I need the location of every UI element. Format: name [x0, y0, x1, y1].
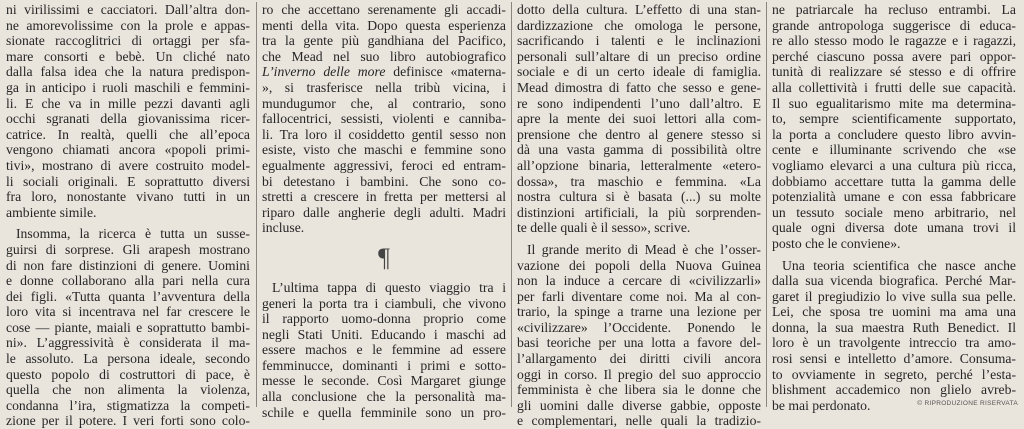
text-line: », si trasferisce nella tribù vicina, i — [262, 79, 506, 95]
text-line: perché ciascuno possa avere pari oppor- — [772, 48, 1016, 64]
text-line: loro vita si incentrava nel far crescere le — [6, 304, 250, 320]
text-line: e complementari, nelle quali la tradizio- — [517, 413, 761, 429]
text-line: basi teoriche per una lotta a favore del- — [517, 335, 761, 351]
article-column-3 — [517, 0, 761, 429]
text-line: cente e illuminante scrivendo che «se — [772, 142, 1016, 158]
text-line: incluse. — [262, 220, 305, 236]
text-line: femminista è che libera sia le donne che — [517, 382, 761, 398]
text-line: mare consorti e bebè. Un cliché nato — [6, 48, 250, 64]
text-line: ni». L’aggressività è considerata il ma- — [6, 335, 250, 351]
column-rule — [766, 2, 767, 407]
text-line: dardizzazione che omologa le persone, — [517, 17, 761, 33]
text-line: femminucce, dominanti i primi e sotto- — [262, 357, 506, 373]
text-line: ni virilissimi e cacciatori. Dall’altra don- — [6, 2, 250, 17]
column-rule — [256, 2, 257, 407]
text-line: l’allargamento dei diritti civili ancora — [517, 351, 761, 367]
article-column-2 — [262, 0, 506, 420]
text-line: grande antropologa suggerisce di educa- — [772, 17, 1016, 33]
text-line: distinzioni artificiali, la più sorprenden- — [517, 204, 761, 220]
text-line: donna, la sua maestra Ruth Benedict. Il — [772, 319, 1016, 335]
text-line: ambiente simile. — [6, 204, 97, 220]
text-line: tivi», mostrano di avere costruito model- — [6, 157, 250, 173]
text-line: re allo stesso modo le ragazze e i ragazzi, — [772, 33, 1016, 49]
text-line: gli uomini dalle diverse gabbie, opposte — [517, 397, 761, 413]
text-line: re sono indipendenti l’uno dall’altro. E — [517, 95, 761, 111]
text-line: sociale e di un certo ideale di famiglia. — [517, 64, 761, 80]
section-ornament: ¶ — [378, 242, 390, 272]
text-line: dalla sua vicenda biografica. Perché Mar- — [772, 273, 1016, 289]
text-line: bi detestano i bambini. Che sono co- — [262, 173, 506, 189]
text-line: quale ogni diversa dote umana trovi il — [772, 220, 1016, 236]
text-line: rosi sensi e intelletto d’amore. Consuma- — [772, 351, 1016, 367]
text-line: il rapporto uomo-donna proprio come — [262, 311, 506, 327]
text-line: sacrificando i talenti e le inclinazioni — [517, 33, 761, 49]
text-line: catrice. In realtà, quelli che all’epoca — [6, 126, 250, 142]
text-line: guirsi di sorprese. Gli arapesh mostrano — [6, 241, 250, 257]
text-line: all’opzione binaria, letteralmente «etero- — [517, 157, 761, 173]
text-line: generi la porta tra i ciambuli, che vivono — [262, 295, 506, 311]
text-line: che Mead nel suo libro autobiografico — [262, 48, 506, 64]
text-line: egualmente aggressivi, feroci ed entram- — [262, 157, 506, 173]
text-line: messe le seconde. Così Margaret giunge — [262, 373, 506, 389]
text-line: mundugumor che, al contrario, sono — [262, 95, 506, 111]
text-line: dossa», tra maschio e femmina. «La — [517, 173, 761, 189]
text-line: questo popolo di costruttori di pace, è — [6, 366, 250, 382]
text-line: to ovviamente in segreto, perché l’esta- — [772, 366, 1016, 382]
text-line: «civilizzare» l’Occidente. Ponendo le — [517, 319, 761, 335]
text-line: non la induce a cercare di «civilizzarli» — [517, 273, 761, 289]
text-line: fallocentrici, sessisti, violenti e canniba- — [262, 111, 506, 127]
text-line: to, sempre scientificamente supportato, — [772, 111, 1016, 127]
text-line: loro è un travolgente intreccio tra amo- — [772, 335, 1016, 351]
text-line: L’inverno delle more definisce «materna- — [262, 64, 506, 80]
text-line: li. E che va in mille pezzi davanti agli — [6, 95, 250, 111]
text-line: quella che non alimenta la violenza, — [6, 382, 250, 398]
text-line: te delle quali è il sesso», scrive. — [517, 220, 691, 236]
text-line: riparo dalle angherie degli adulti. Madri — [262, 204, 506, 220]
column-rule — [511, 2, 512, 407]
text-line: dotto della cultura. L’effetto di una stan- — [517, 2, 761, 17]
text-line: la porta a concludere questo libro avvin- — [772, 126, 1016, 142]
text-line: prensione che dentro al genere stesso si — [517, 126, 761, 142]
text-line: potenzialità umane e con essa fabbricare — [772, 189, 1016, 205]
text-line: ne amorevolissime con la prole e appas- — [6, 17, 250, 33]
text-line: dalla falsa idea che la natura predispon- — [6, 64, 250, 80]
text-line: fra loro, nonostante vivano tutti in un — [6, 189, 250, 205]
text-line: alla collettività i frutti delle sue capacità. — [772, 79, 1016, 95]
text-line: essere machos e le femmine ad essere — [262, 342, 506, 358]
text-line: L’ultima tappa di questo viaggio tra i — [272, 279, 506, 295]
text-line: condanna l’ira, stigmatizza la competi- — [6, 397, 250, 413]
text-line: li. Tra loro il cosiddetto gentil sesso non — [262, 126, 506, 142]
copyright-notice: © RIPRODUZIONE RISERVATA — [917, 400, 1018, 407]
text-line: Mead dimostra di fatto che sesso e gene- — [517, 79, 761, 95]
text-line: cose — piante, maiali e soprattutto bambi- — [6, 319, 250, 335]
text-line: negli Stati Uniti. Educando i maschi ad — [262, 326, 506, 342]
text-line: Insomma, la ricerca è tutta un susse- — [16, 226, 250, 242]
text-line: garet il pregiudizio lo vive sulla sua pelle. — [772, 288, 1016, 304]
text-line: Il grande merito di Mead è che l’osser- — [527, 241, 761, 257]
text-line: schile e quella femminile sono un pro- — [262, 404, 506, 420]
text-line: tunità di realizzare sé stesso e di offrire — [772, 64, 1016, 80]
text-line: ne patriarcale ha recluso entrambi. La — [772, 2, 1016, 17]
text-line: esiste, visto che maschi e femmine sono — [262, 142, 506, 158]
text-line: nostra cultura si è basata (...) su molte — [517, 189, 761, 205]
text-line: li sociali originali. E soprattutto diversi — [6, 173, 250, 189]
text-line: vazione dei popoli della Nuova Guinea — [517, 257, 761, 273]
text-line: dei figli. «Tutta quanta l’avventura della — [6, 288, 250, 304]
text-line: alla conclusione che la personalità ma- — [262, 389, 506, 405]
text-line: Una teoria scientifica che nasce anche — [782, 257, 1016, 273]
text-line: trario, la spinge a trarne una lezione per — [517, 304, 761, 320]
text-line: e donne collaborano alla pari nella cura — [6, 273, 250, 289]
text-line: stretti a crescere in fretta per mettersi al — [262, 189, 506, 205]
text-line: Il suo egualitarismo mite ma determina- — [772, 95, 1016, 111]
text-line: le assoluto. La persona ideale, secondo — [6, 351, 250, 367]
text-line: personali sull’altare di un preciso ordine — [517, 48, 761, 64]
text-line: dobbiamo accettare tutta la gamma delle — [772, 173, 1016, 189]
text-line: di non fare distinzioni di genere. Uomini — [6, 257, 250, 273]
text-line: Lei, che sposa tre uomini ma ama una — [772, 304, 1016, 320]
text-line: per farli diventare come noi. Ma al con- — [517, 288, 761, 304]
article-column-4 — [772, 0, 1016, 413]
text-line: posto che le conviene». — [772, 235, 901, 251]
text-line: vengono chiamati ancora «popoli primi- — [6, 142, 250, 158]
text-line: tra la gente più gandhiana del Pacifico, — [262, 33, 506, 49]
text-line: be mai perdonato. — [772, 397, 871, 413]
text-line: occhi sgranati della giovanissima ricer- — [6, 111, 250, 127]
text-line: vogliamo elevarci a una cultura più ricca, — [772, 157, 1016, 173]
text-line: un tessuto sociale meno arbitrario, nel — [772, 204, 1016, 220]
text-line: oggi in corso. Il pregio del suo approccio — [517, 366, 761, 382]
text-line: ga in anticipo i ruoli maschili e femmini- — [6, 79, 250, 95]
text-line: dà una vasta gamma di possibilità oltre — [517, 142, 761, 158]
text-line: zione per il potere. I veri forti sono colo- — [6, 413, 250, 429]
text-line: ro che accettano serenamente gli accadi- — [262, 2, 506, 17]
text-line: blishment accademico non glielo avreb- — [772, 382, 1016, 398]
text-line: sionate raccoglitrici di ortaggi per sfa- — [6, 33, 250, 49]
text-line: menti della vita. Dopo questa esperienza — [262, 17, 506, 33]
article-column-1 — [6, 0, 250, 429]
text-line: apre la mente dei suoi lettori alla com- — [517, 111, 761, 127]
